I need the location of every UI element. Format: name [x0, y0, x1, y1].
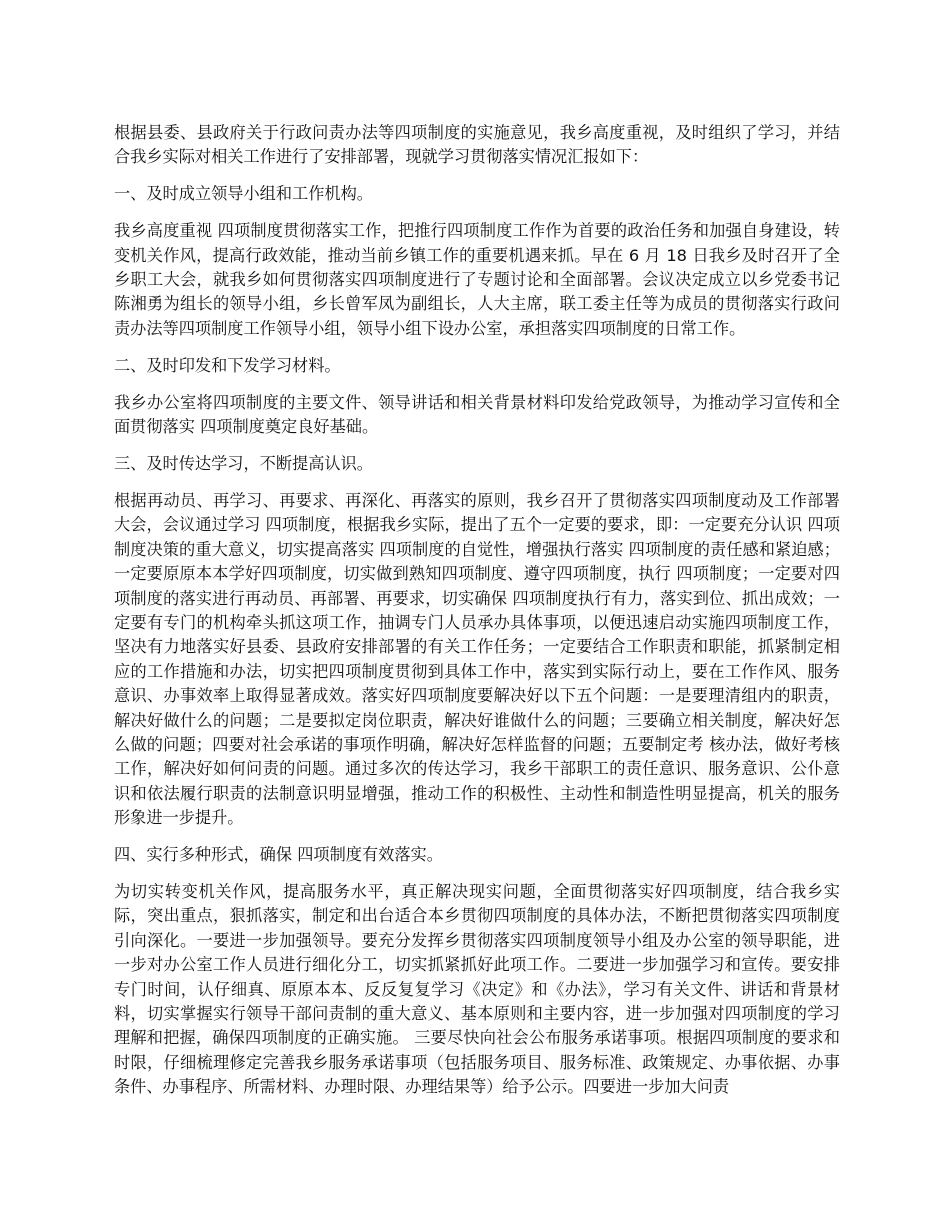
section-heading-2: 二、及时印发和下发学习材料。 [114, 355, 341, 375]
document-body [114, 121, 840, 1112]
intro-paragraph: 根据县委、县政府关于行政问责办法等四项制度的实施意见，我乡高度重视，及时组织了学习，并结合我乡实际对相关工作进行了安排部署，现就学习贯彻落实情况汇报如下： [114, 123, 840, 167]
section-heading-1: 一、及时成立领导小组和工作机构。 [114, 184, 373, 204]
section-paragraph-1: 我乡高度重视 四项制度贯彻落实工作，把推行四项制度工作作为首要的政治任务和加强自身建设，转变机关作风，提高行政效能，推动当前乡镇工作的重要机遇来抓。早在 6 月 18 日我乡及时召开了全乡职工大会，就我乡如何贯彻落实四项制度进行了专题讨论和全面部署。会议决定成立以乡党委书记陈湘勇为组长的领导小组，乡长曾军凤为副组长，人大主席，联工委主任等为成员的贯彻落实行政问责办法等四项制度工作领导小组，领导小组下设办公室，承担落实四项制度的日常工作。 [114, 221, 840, 338]
section-paragraph-4: 为切实转变机关作风，提高服务水平，真正解决现实问题，全面贯彻落实好四项制度，结合我乡实际，突出重点，狠抓落实，制定和出台适合本乡贯彻四项制度的具体办法，不断把贯彻落实四项制度引向深化。一要进一步加强领导。要充分发挥乡贯彻落实四项制度领导小组及办公室的领导职能，进一步对办公室工作人员进行细化分工，切实抓紧抓好此项工作。二要进一步加强学习和宣传。要安排专门时间，认仔细真、原原本本、反反复复学习《决定》和《办法》，学习有关文件、讲话和背景材料，切实掌握实行领导干部问责制的重大意义、基本原则和主要内容，进一步加强对四项制度的学习理解和把握，确保四项制度的正确实施。 三要尽快向社会公布服务承诺事项。根据四项制度的要求和时限，仔细梳理修定完善我乡服务承诺事项（包括服务项目、服务标准、政策规定、办事依据、办事条件、办事程序、所需材料、办理时限、办理结果等）给予公示。四要进一步加大问责 [114, 881, 840, 1097]
section-paragraph-2: 我乡办公室将四项制度的主要文件、领导讲话和相关背景材料印发给党政领导，为推动学习宣传和全面贯彻落实 四项制度奠定良好基础。 [114, 392, 840, 437]
section-heading-4: 四、实行多种形式，确保 四项制度有效落实。 [114, 845, 443, 865]
section-heading-3: 三、及时传达学习，不断提高认识。 [114, 453, 373, 473]
section-paragraph-3: 根据再动员、再学习、再要求、再深化、再落实的原则，我乡召开了贯彻落实四项制度动及工作部署大会，会议通过学习 四项制度，根据我乡实际，提出了五个一定要的要求，即：一定要充分认识 四项制度决策的重大意义，切实提高落实 四项制度的自觉性，增强执行落实 四项制度的责任感和紧迫感；一定要原原本本学好四项制度，切实做到熟知四项制度、遵守四项制度，执行 四项制度；一定要对四项制度的落实进行再动员、再部署、再要求，切实确保 四项制度执行有力，落实到位、抓出成效；一定要有专门的机构牵头抓这项工作，抽调专门人员承办具体事项，以便迅速启动实施四项制度工作，坚决有力地落实好县委、县政府安排部署的有关工作任务；一定要结合工作职责和职能，抓紧制定相应的工作措施和办法，切实把四项制度贯彻到具体工作中，落实到实际行动上，要在工作作风、服务意识、办事效率上取得显著成效。落实好四项制度要解决好以下五个问题：一是要理清组内的职责，解决好做什么的问题；二是要拟定岗位职责，解决好谁做什么的问题；三要确立相关制度，解决好怎么做的问题；四要对社会承诺的事项作明确，解决好怎样监督的问题；五要制定考 核办法，做好考核工作，解决好如何问责的问题。通过多次的传达学习，我乡干部职工的责任意识、服务意识、公仆意识和依法履行职责的法制意识明显增强，推动工作的积极性、主动性和制造性明显提高，机关的服务形象进一步提升。 [114, 490, 840, 828]
